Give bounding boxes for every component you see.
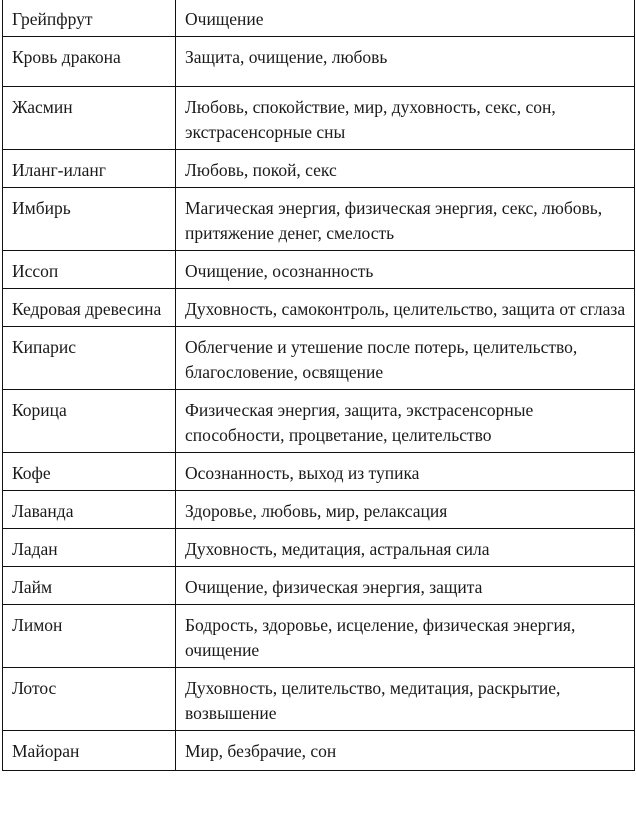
herb-name: Имбирь <box>3 188 176 251</box>
table-row <box>3 668 635 731</box>
table-row <box>3 87 635 150</box>
herb-name: Кровь дракона <box>3 37 176 87</box>
herb-name: Лимон <box>3 605 176 668</box>
table-row <box>3 491 635 529</box>
herb-use: Бодрость, здоровье, исцеление, физическая энергия, очищение <box>176 605 635 668</box>
table-row <box>3 0 635 37</box>
herb-name: Иланг-иланг <box>3 150 176 188</box>
herb-use: Осознанность, выход из тупика <box>176 453 635 491</box>
table-row <box>3 289 635 327</box>
herb-name: Лаванда <box>3 491 176 529</box>
herb-use: Мир, безбрачие, сон <box>176 731 635 771</box>
herb-use: Духовность, самоконтроль, целительство, защита от сглаза <box>176 289 635 327</box>
herb-name: Кофе <box>3 453 176 491</box>
herb-use: Магическая энергия, физическая энергия, секс, любовь, притяжение денег, смелость <box>176 188 635 251</box>
herb-name: Лайм <box>3 567 176 605</box>
herb-name: Кедровая древесина <box>3 289 176 327</box>
table-row <box>3 150 635 188</box>
herb-use: Очищение <box>176 0 635 37</box>
table-row <box>3 251 635 289</box>
herb-name: Ладан <box>3 529 176 567</box>
table-row <box>3 731 635 771</box>
herb-name: Жасмин <box>3 87 176 150</box>
table-row <box>3 605 635 668</box>
herb-name: Майоран <box>3 731 176 771</box>
table-row <box>3 188 635 251</box>
herb-name: Кипарис <box>3 327 176 390</box>
herb-use: Очищение, физическая энергия, защита <box>176 567 635 605</box>
table-row <box>3 390 635 453</box>
herb-name: Лотос <box>3 668 176 731</box>
table-row <box>3 567 635 605</box>
herbs-table <box>2 0 635 771</box>
herb-use: Любовь, спокойствие, мир, духовность, секс, сон, экстрасенсорные сны <box>176 87 635 150</box>
herb-use: Очищение, осознанность <box>176 251 635 289</box>
herb-name: Грейпфрут <box>3 0 176 37</box>
table-row <box>3 453 635 491</box>
table-row <box>3 529 635 567</box>
herb-use: Любовь, покой, секс <box>176 150 635 188</box>
table-row <box>3 37 635 87</box>
herb-name: Корица <box>3 390 176 453</box>
herb-use: Защита, очищение, любовь <box>176 37 635 87</box>
herb-name: Иссоп <box>3 251 176 289</box>
herb-use: Физическая энергия, защита, экстрасенсорные способности, процветание, целительство <box>176 390 635 453</box>
herb-use: Духовность, целительство, медитация, раскрытие, возвышение <box>176 668 635 731</box>
herb-use: Духовность, медитация, астральная сила <box>176 529 635 567</box>
herb-use: Облегчение и утешение после потерь, целительство, благословение, освящение <box>176 327 635 390</box>
herb-use: Здоровье, любовь, мир, релаксация <box>176 491 635 529</box>
table-row <box>3 327 635 390</box>
